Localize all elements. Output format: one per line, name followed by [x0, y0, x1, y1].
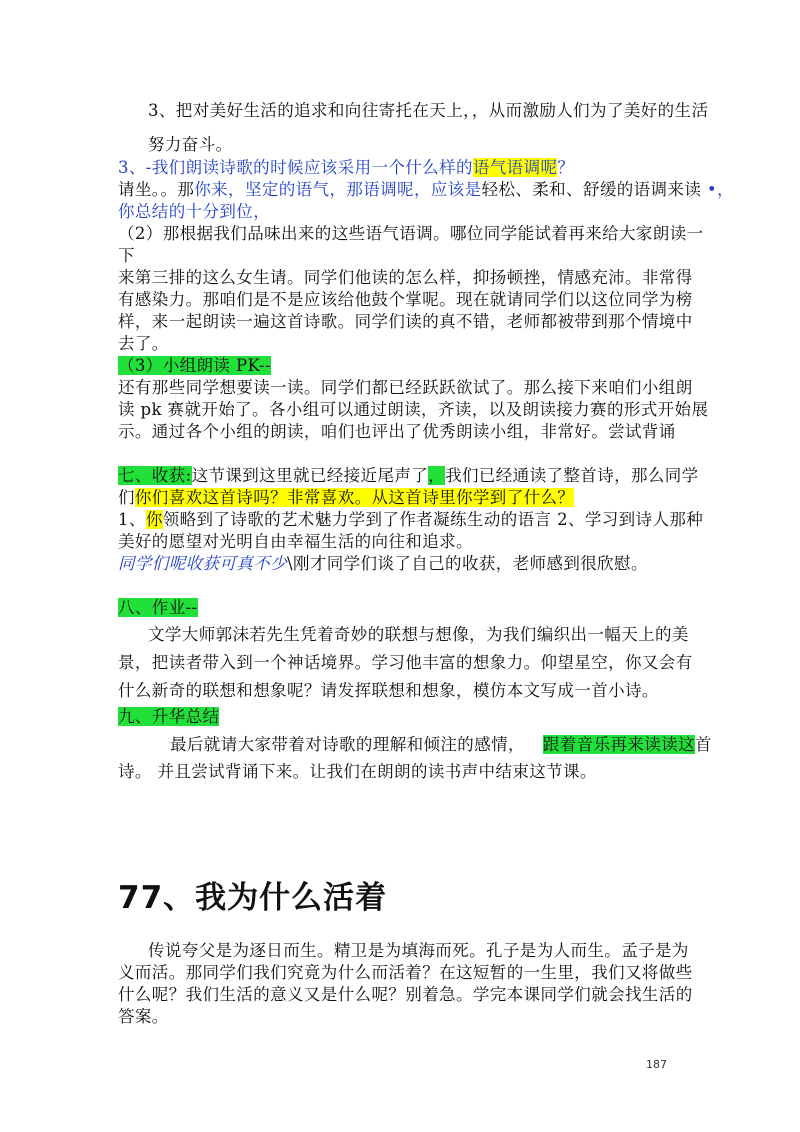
italic-text: 同学们呢收获可真不少 — [118, 554, 287, 573]
text-line: 来第三排的这么女生请。同学们他读的怎么样，抑扬顿挫，情感充沛。非常得 — [118, 268, 693, 287]
section-heading: （3）小组朗读 PK-- — [118, 356, 271, 375]
text-line: 示。通过各个小组的朗读，咱们也评出了优秀朗读小组，非常好。尝试背诵 — [118, 422, 676, 441]
blue-text: 你来，坚定的语气，那语调呢，应该是 — [194, 180, 482, 199]
section-heading: 八、作业-- — [118, 598, 198, 617]
text-line: 义而活。那同学们我们究竟为什么而活着？在这短暂的一生里，我们又将做些 — [118, 963, 693, 982]
text-line: 下 — [118, 246, 135, 265]
text-line — [118, 487, 574, 509]
text-line: 有感染力。那咱们是不是应该给他鼓个掌呢。现在就请同学们以这位同学为榜 — [118, 290, 693, 309]
text-span: 请坐。。那 — [118, 180, 195, 199]
text-line: 诗。 并且尝试背诵下来。让我们在朗朗的读书声中结束这节课。 — [118, 762, 597, 781]
text-line: 文学大师郭沫若先生凭着奇妙的联想与想像，为我们编织出一幅天上的美 — [148, 625, 689, 644]
text-line: 你总结的十分到位， — [118, 202, 271, 221]
text-line: 答案。 — [118, 1007, 169, 1026]
question-text: 3、-我们朗读诗歌的时候应该采用一个什么样的 — [118, 158, 473, 177]
text-line — [118, 355, 271, 377]
text-line: 去了。 — [118, 334, 169, 353]
question-mark: ？ — [557, 158, 575, 177]
text-line: 3、把对美好生活的追求和向往寄托在天上，，从而激励人们为了美好的生活 — [148, 101, 709, 120]
text-line: 还有那些同学想要读一读。同学们都已经跃跃欲试了。那么接下来咱们小组朗 — [118, 378, 693, 397]
text-span: 们 — [118, 488, 135, 507]
text-line: 努力奋斗。 — [148, 135, 233, 154]
highlight-yellow: 你 — [145, 510, 163, 529]
page-number: 187 — [646, 1058, 667, 1071]
text-line: 读 pk 赛就开始了。各小组可以通过朗读，齐读，以及朗读接力赛的形式开始展 — [118, 400, 709, 419]
text-span: 领略到了诗歌的艺术魅力学到了作者凝练生动的语言 2、学习到诗人那种 — [162, 510, 704, 529]
text-line: 传说夸父是为逐日而生。精卫是为填海而死。孔子是为人而生。孟子是为 — [148, 941, 689, 960]
text-span: \刚才同学们谈了自己的收获，老师感到很欣慰。 — [287, 554, 648, 573]
text-span: 1、 — [118, 510, 146, 529]
highlight-yellow: 你们喜欢这首诗吗？非常喜欢。从这首诗里你学到了什么？ — [134, 488, 575, 507]
section-heading: 七、收获: — [118, 466, 192, 485]
text-span: 轻松、柔和、舒缓的语调来读 — [481, 180, 702, 199]
text-line: 景，把读者带入到一个神话境界。学习他丰富的想象力。仰望星空，你又会有 — [118, 653, 693, 672]
text-line — [118, 465, 699, 487]
blue-text: •， — [701, 180, 734, 199]
text-line — [118, 553, 648, 575]
text-span: 首 — [695, 735, 712, 754]
text-line: 什么新奇的联想和想象呢？请发挥联想和想象，模仿本文写成一首小诗。 — [118, 681, 659, 700]
text-line — [118, 179, 734, 201]
highlight-green: ， — [428, 466, 446, 485]
chapter-title: 77、我为什么活着 — [118, 880, 388, 916]
text-span: 这节课到这里就已经接近尾声了 — [191, 466, 429, 485]
text-line: 美好的愿望对光明自由幸福生活的向往和追求。 — [118, 532, 473, 551]
text-line — [118, 706, 219, 728]
text-line — [170, 734, 712, 756]
text-line — [118, 509, 703, 531]
text-line — [118, 597, 198, 619]
text-span: 最后就请大家带着对诗歌的理解和倾注的感情， — [170, 735, 525, 754]
text-line: （2）那根据我们品味出来的这些语气语调。哪位同学能试着再来给大家朗读一 — [118, 224, 704, 243]
section-heading: 九、升华总结 — [118, 707, 220, 726]
text-span: 我们已经通读了整首诗，那么同学 — [445, 466, 699, 485]
text-line — [118, 157, 574, 179]
highlight-green: 跟着音乐再来读读这 — [542, 735, 696, 754]
text-line: 什么呢？我们生活的意义又是什么呢？别着急。学完本课同学们就会找生活的 — [118, 985, 693, 1004]
highlight-yellow: 语气语调呢 — [472, 158, 558, 177]
text-line: 样，来一起朗读一遍这首诗歌。同学们读的真不错，老师都被带到那个情境中 — [118, 312, 693, 331]
